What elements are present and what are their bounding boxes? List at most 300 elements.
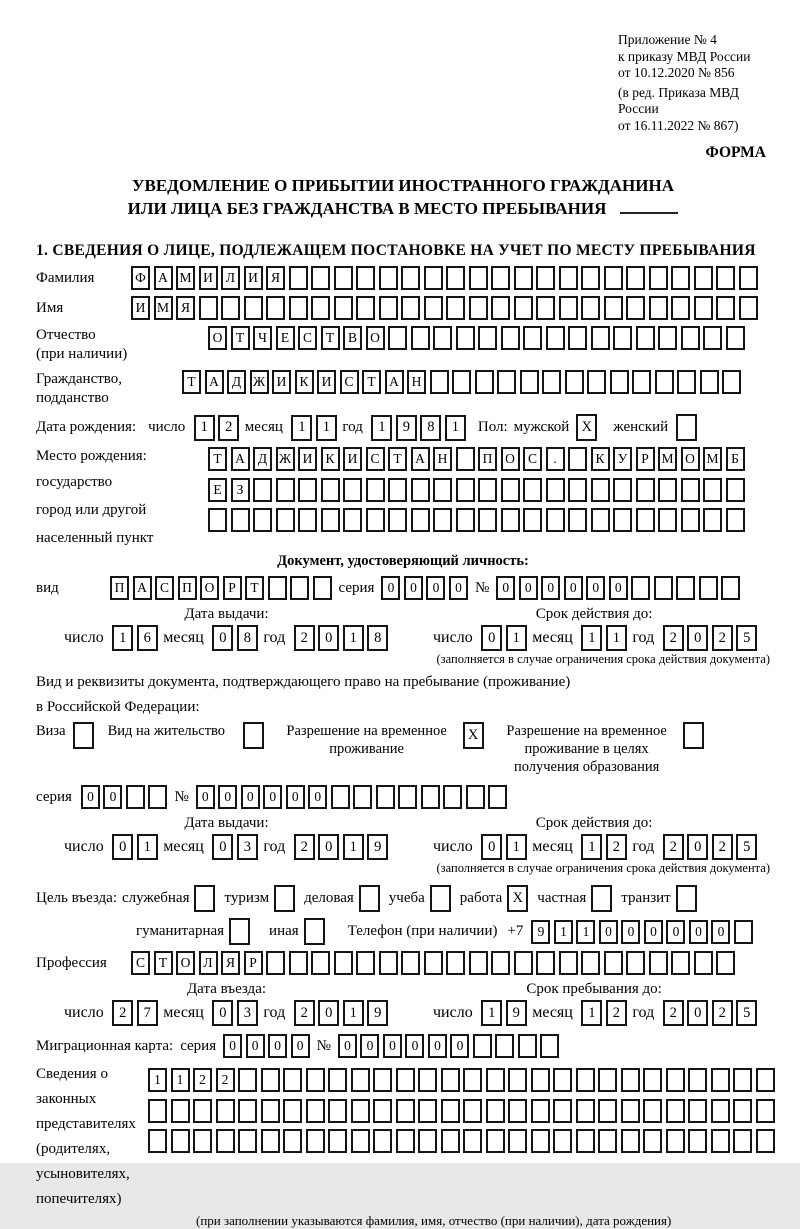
char-cell[interactable] [193, 1129, 212, 1153]
char-cell[interactable]: Д [253, 447, 272, 471]
date-cell[interactable]: 9 [396, 415, 417, 441]
char-cell[interactable] [726, 508, 745, 532]
date-cell[interactable]: 0 [318, 1000, 339, 1026]
char-cell[interactable] [446, 266, 465, 290]
char-cell[interactable] [456, 478, 475, 502]
char-cell[interactable]: М [658, 447, 677, 471]
char-cell[interactable] [739, 266, 758, 290]
purpose-tourism-checkbox[interactable] [274, 885, 295, 912]
char-cell[interactable]: 0 [586, 576, 605, 600]
char-cell[interactable] [632, 370, 651, 394]
char-cell[interactable] [531, 1099, 550, 1123]
char-cell[interactable] [726, 478, 745, 502]
char-cell[interactable]: 0 [381, 576, 400, 600]
char-cell[interactable] [231, 508, 250, 532]
char-cell[interactable]: Л [199, 951, 218, 975]
char-cell[interactable] [733, 1129, 752, 1153]
char-cell[interactable] [469, 296, 488, 320]
char-cell[interactable] [276, 478, 295, 502]
char-cell[interactable] [700, 370, 719, 394]
char-cell[interactable] [456, 508, 475, 532]
char-cell[interactable] [626, 266, 645, 290]
char-cell[interactable] [581, 951, 600, 975]
date-cell[interactable]: 8 [237, 625, 258, 651]
char-cell[interactable]: . [546, 447, 565, 471]
char-cell[interactable]: О [200, 576, 219, 600]
char-cell[interactable] [703, 326, 722, 350]
char-cell[interactable] [373, 1068, 392, 1092]
char-cell[interactable] [756, 1068, 775, 1092]
char-cell[interactable] [486, 1129, 505, 1153]
char-cell[interactable]: 0 [223, 1034, 242, 1058]
char-cell[interactable]: 0 [644, 920, 663, 944]
char-cell[interactable] [536, 266, 555, 290]
char-cell[interactable]: 0 [404, 576, 423, 600]
char-cell[interactable] [703, 478, 722, 502]
residence-permit-checkbox[interactable] [243, 722, 264, 749]
char-cell[interactable] [501, 508, 520, 532]
char-cell[interactable]: А [411, 447, 430, 471]
char-cell[interactable] [298, 478, 317, 502]
char-cell[interactable] [388, 508, 407, 532]
char-cell[interactable]: В [343, 326, 362, 350]
char-cell[interactable] [401, 296, 420, 320]
char-cell[interactable] [148, 1099, 167, 1123]
char-cell[interactable]: 1 [148, 1068, 167, 1092]
char-cell[interactable] [591, 508, 610, 532]
purpose-humanitarian-checkbox[interactable] [229, 918, 250, 945]
char-cell[interactable]: У [613, 447, 632, 471]
char-cell[interactable] [716, 266, 735, 290]
char-cell[interactable] [649, 296, 668, 320]
char-cell[interactable] [266, 951, 285, 975]
char-cell[interactable] [238, 1099, 257, 1123]
char-cell[interactable] [411, 478, 430, 502]
date-cell[interactable]: 1 [481, 1000, 502, 1026]
char-cell[interactable] [478, 326, 497, 350]
char-cell[interactable] [491, 951, 510, 975]
char-cell[interactable]: О [501, 447, 520, 471]
date-cell[interactable]: 1 [137, 834, 158, 860]
date-cell[interactable]: 5 [736, 834, 757, 860]
char-cell[interactable]: М [154, 296, 173, 320]
char-cell[interactable] [694, 266, 713, 290]
char-cell[interactable]: С [155, 576, 174, 600]
char-cell[interactable] [379, 296, 398, 320]
char-cell[interactable]: 0 [308, 785, 327, 809]
char-cell[interactable] [643, 1129, 662, 1153]
char-cell[interactable] [716, 951, 735, 975]
char-cell[interactable] [721, 576, 740, 600]
date-cell[interactable]: 2 [712, 834, 733, 860]
date-cell[interactable]: 0 [212, 834, 233, 860]
char-cell[interactable] [328, 1068, 347, 1092]
date-cell[interactable]: 3 [237, 1000, 258, 1026]
sex-male-checkbox[interactable]: X [576, 414, 597, 441]
char-cell[interactable]: А [154, 266, 173, 290]
char-cell[interactable]: И [131, 296, 150, 320]
char-cell[interactable] [542, 370, 561, 394]
char-cell[interactable]: А [385, 370, 404, 394]
purpose-work-checkbox[interactable]: X [507, 885, 528, 912]
char-cell[interactable] [475, 370, 494, 394]
char-cell[interactable]: О [208, 326, 227, 350]
char-cell[interactable] [553, 1099, 572, 1123]
char-cell[interactable]: Т [231, 326, 250, 350]
char-cell[interactable] [289, 296, 308, 320]
date-cell[interactable]: 1 [112, 625, 133, 651]
char-cell[interactable] [283, 1129, 302, 1153]
char-cell[interactable] [244, 296, 263, 320]
char-cell[interactable] [681, 508, 700, 532]
char-cell[interactable] [469, 266, 488, 290]
char-cell[interactable] [598, 1068, 617, 1092]
date-cell[interactable]: 0 [687, 834, 708, 860]
char-cell[interactable] [636, 508, 655, 532]
char-cell[interactable]: И [317, 370, 336, 394]
char-cell[interactable] [559, 266, 578, 290]
char-cell[interactable] [343, 478, 362, 502]
char-cell[interactable]: 0 [599, 920, 618, 944]
char-cell[interactable] [418, 1068, 437, 1092]
char-cell[interactable]: 0 [711, 920, 730, 944]
char-cell[interactable] [491, 266, 510, 290]
char-cell[interactable] [289, 266, 308, 290]
date-cell[interactable]: 2 [294, 1000, 315, 1026]
date-cell[interactable]: 2 [663, 625, 684, 651]
char-cell[interactable] [626, 296, 645, 320]
temp-residence-checkbox[interactable]: X [463, 722, 484, 749]
date-cell[interactable]: 6 [137, 625, 158, 651]
date-cell[interactable]: 1 [581, 834, 602, 860]
char-cell[interactable] [469, 951, 488, 975]
date-cell[interactable]: 5 [736, 625, 757, 651]
date-cell[interactable]: 3 [237, 834, 258, 860]
char-cell[interactable] [497, 370, 516, 394]
char-cell[interactable] [306, 1068, 325, 1092]
char-cell[interactable] [568, 447, 587, 471]
char-cell[interactable] [401, 951, 420, 975]
char-cell[interactable]: 0 [428, 1034, 447, 1058]
char-cell[interactable] [351, 1099, 370, 1123]
char-cell[interactable] [298, 508, 317, 532]
char-cell[interactable]: 0 [196, 785, 215, 809]
char-cell[interactable]: Т [208, 447, 227, 471]
char-cell[interactable] [418, 1129, 437, 1153]
char-cell[interactable]: 1 [576, 920, 595, 944]
char-cell[interactable]: 0 [621, 920, 640, 944]
char-cell[interactable] [356, 296, 375, 320]
char-cell[interactable] [268, 576, 287, 600]
date-cell[interactable]: 1 [343, 834, 364, 860]
char-cell[interactable] [671, 951, 690, 975]
char-cell[interactable] [266, 296, 285, 320]
char-cell[interactable] [671, 266, 690, 290]
char-cell[interactable]: 0 [609, 576, 628, 600]
char-cell[interactable]: К [295, 370, 314, 394]
char-cell[interactable] [520, 370, 539, 394]
char-cell[interactable] [171, 1099, 190, 1123]
char-cell[interactable] [452, 370, 471, 394]
char-cell[interactable] [424, 296, 443, 320]
char-cell[interactable]: О [366, 326, 385, 350]
date-cell[interactable]: 1 [316, 415, 337, 441]
date-cell[interactable]: 0 [687, 1000, 708, 1026]
char-cell[interactable] [694, 296, 713, 320]
char-cell[interactable]: Л [221, 266, 240, 290]
char-cell[interactable] [433, 326, 452, 350]
char-cell[interactable]: 0 [666, 920, 685, 944]
char-cell[interactable] [677, 370, 696, 394]
char-cell[interactable]: Т [388, 447, 407, 471]
char-cell[interactable] [424, 266, 443, 290]
char-cell[interactable]: Е [208, 478, 227, 502]
char-cell[interactable] [666, 1099, 685, 1123]
char-cell[interactable] [654, 576, 673, 600]
char-cell[interactable] [424, 951, 443, 975]
char-cell[interactable] [711, 1129, 730, 1153]
char-cell[interactable] [643, 1068, 662, 1092]
char-cell[interactable]: Т [245, 576, 264, 600]
char-cell[interactable] [306, 1099, 325, 1123]
char-cell[interactable] [321, 508, 340, 532]
date-cell[interactable]: 1 [445, 415, 466, 441]
char-cell[interactable]: П [110, 576, 129, 600]
char-cell[interactable]: А [133, 576, 152, 600]
char-cell[interactable] [523, 326, 542, 350]
date-cell[interactable]: 9 [367, 834, 388, 860]
char-cell[interactable] [283, 1099, 302, 1123]
date-cell[interactable]: 0 [112, 834, 133, 860]
char-cell[interactable] [734, 920, 753, 944]
char-cell[interactable] [398, 785, 417, 809]
char-cell[interactable]: М [176, 266, 195, 290]
char-cell[interactable] [208, 508, 227, 532]
char-cell[interactable] [514, 266, 533, 290]
date-cell[interactable]: 1 [581, 625, 602, 651]
char-cell[interactable] [688, 1099, 707, 1123]
char-cell[interactable] [613, 508, 632, 532]
char-cell[interactable] [356, 266, 375, 290]
char-cell[interactable]: 0 [450, 1034, 469, 1058]
char-cell[interactable] [253, 478, 272, 502]
char-cell[interactable] [396, 1099, 415, 1123]
char-cell[interactable] [655, 370, 674, 394]
char-cell[interactable] [531, 1068, 550, 1092]
char-cell[interactable] [433, 508, 452, 532]
char-cell[interactable]: 1 [554, 920, 573, 944]
char-cell[interactable]: 0 [360, 1034, 379, 1058]
char-cell[interactable]: Н [407, 370, 426, 394]
char-cell[interactable] [508, 1068, 527, 1092]
purpose-official-checkbox[interactable] [194, 885, 215, 912]
visa-checkbox[interactable] [73, 722, 94, 749]
date-cell[interactable]: 0 [318, 834, 339, 860]
char-cell[interactable] [621, 1068, 640, 1092]
char-cell[interactable]: О [176, 951, 195, 975]
char-cell[interactable] [523, 508, 542, 532]
date-cell[interactable]: 2 [712, 1000, 733, 1026]
char-cell[interactable] [311, 951, 330, 975]
char-cell[interactable] [486, 1068, 505, 1092]
char-cell[interactable] [711, 1099, 730, 1123]
date-cell[interactable]: 2 [712, 625, 733, 651]
date-cell[interactable]: 0 [687, 625, 708, 651]
char-cell[interactable]: 0 [449, 576, 468, 600]
char-cell[interactable]: И [298, 447, 317, 471]
char-cell[interactable] [193, 1099, 212, 1123]
char-cell[interactable] [446, 296, 465, 320]
char-cell[interactable] [636, 326, 655, 350]
char-cell[interactable] [366, 478, 385, 502]
date-cell[interactable]: 2 [294, 625, 315, 651]
date-cell[interactable]: 1 [291, 415, 312, 441]
char-cell[interactable] [501, 326, 520, 350]
char-cell[interactable] [456, 447, 475, 471]
char-cell[interactable]: Т [154, 951, 173, 975]
char-cell[interactable] [591, 326, 610, 350]
char-cell[interactable] [649, 266, 668, 290]
char-cell[interactable]: 0 [496, 576, 515, 600]
char-cell[interactable] [722, 370, 741, 394]
char-cell[interactable]: Б [726, 447, 745, 471]
char-cell[interactable] [523, 478, 542, 502]
char-cell[interactable]: 0 [426, 576, 445, 600]
char-cell[interactable] [238, 1068, 257, 1092]
char-cell[interactable] [536, 296, 555, 320]
char-cell[interactable] [576, 1129, 595, 1153]
char-cell[interactable]: 0 [564, 576, 583, 600]
date-cell[interactable]: 2 [294, 834, 315, 860]
char-cell[interactable]: Р [636, 447, 655, 471]
date-cell[interactable]: 2 [218, 415, 239, 441]
char-cell[interactable]: Ж [250, 370, 269, 394]
char-cell[interactable] [388, 478, 407, 502]
char-cell[interactable] [733, 1099, 752, 1123]
char-cell[interactable] [313, 576, 332, 600]
char-cell[interactable] [613, 478, 632, 502]
char-cell[interactable] [334, 296, 353, 320]
char-cell[interactable]: 0 [689, 920, 708, 944]
char-cell[interactable] [373, 1099, 392, 1123]
char-cell[interactable] [238, 1129, 257, 1153]
char-cell[interactable] [643, 1099, 662, 1123]
char-cell[interactable] [311, 296, 330, 320]
char-cell[interactable] [666, 1068, 685, 1092]
char-cell[interactable] [216, 1129, 235, 1153]
char-cell[interactable] [430, 370, 449, 394]
char-cell[interactable] [621, 1129, 640, 1153]
char-cell[interactable] [433, 478, 452, 502]
date-cell[interactable]: 1 [606, 625, 627, 651]
char-cell[interactable] [540, 1034, 559, 1058]
char-cell[interactable]: 0 [263, 785, 282, 809]
char-cell[interactable] [331, 785, 350, 809]
date-cell[interactable]: 2 [112, 1000, 133, 1026]
date-cell[interactable]: 1 [371, 415, 392, 441]
char-cell[interactable] [491, 296, 510, 320]
char-cell[interactable] [568, 478, 587, 502]
char-cell[interactable] [559, 296, 578, 320]
char-cell[interactable] [463, 1129, 482, 1153]
char-cell[interactable] [610, 370, 629, 394]
char-cell[interactable]: 0 [338, 1034, 357, 1058]
char-cell[interactable] [356, 951, 375, 975]
char-cell[interactable] [546, 478, 565, 502]
char-cell[interactable] [289, 951, 308, 975]
char-cell[interactable] [216, 1099, 235, 1123]
char-cell[interactable] [688, 1068, 707, 1092]
char-cell[interactable] [463, 1099, 482, 1123]
date-cell[interactable]: 7 [137, 1000, 158, 1026]
char-cell[interactable]: Ж [276, 447, 295, 471]
char-cell[interactable] [626, 951, 645, 975]
char-cell[interactable] [148, 1129, 167, 1153]
char-cell[interactable]: 0 [103, 785, 122, 809]
char-cell[interactable] [604, 266, 623, 290]
char-cell[interactable] [604, 951, 623, 975]
char-cell[interactable]: Р [223, 576, 242, 600]
char-cell[interactable]: 0 [519, 576, 538, 600]
char-cell[interactable] [671, 296, 690, 320]
char-cell[interactable] [478, 478, 497, 502]
char-cell[interactable] [649, 951, 668, 975]
char-cell[interactable]: Р [244, 951, 263, 975]
char-cell[interactable] [366, 508, 385, 532]
date-cell[interactable]: 2 [663, 834, 684, 860]
char-cell[interactable] [441, 1099, 460, 1123]
date-cell[interactable]: 9 [367, 1000, 388, 1026]
char-cell[interactable] [636, 478, 655, 502]
char-cell[interactable] [283, 1068, 302, 1092]
char-cell[interactable] [276, 508, 295, 532]
char-cell[interactable] [261, 1099, 280, 1123]
char-cell[interactable] [546, 326, 565, 350]
char-cell[interactable] [688, 1129, 707, 1153]
char-cell[interactable] [261, 1129, 280, 1153]
date-cell[interactable]: 9 [506, 1000, 527, 1026]
char-cell[interactable] [604, 296, 623, 320]
char-cell[interactable] [351, 1068, 370, 1092]
char-cell[interactable]: О [681, 447, 700, 471]
char-cell[interactable] [495, 1034, 514, 1058]
char-cell[interactable]: Ф [131, 266, 150, 290]
char-cell[interactable] [351, 1129, 370, 1153]
char-cell[interactable] [418, 1099, 437, 1123]
char-cell[interactable] [290, 576, 309, 600]
char-cell[interactable] [711, 1068, 730, 1092]
date-cell[interactable]: 1 [581, 1000, 602, 1026]
char-cell[interactable]: С [340, 370, 359, 394]
char-cell[interactable] [598, 1129, 617, 1153]
char-cell[interactable]: 0 [268, 1034, 287, 1058]
date-cell[interactable]: 2 [663, 1000, 684, 1026]
char-cell[interactable] [411, 508, 430, 532]
char-cell[interactable] [501, 478, 520, 502]
char-cell[interactable] [565, 370, 584, 394]
char-cell[interactable] [621, 1099, 640, 1123]
char-cell[interactable] [446, 951, 465, 975]
char-cell[interactable] [466, 785, 485, 809]
char-cell[interactable]: А [231, 447, 250, 471]
date-cell[interactable]: 5 [736, 1000, 757, 1026]
char-cell[interactable] [508, 1099, 527, 1123]
char-cell[interactable] [518, 1034, 537, 1058]
char-cell[interactable]: И [272, 370, 291, 394]
char-cell[interactable] [379, 951, 398, 975]
char-cell[interactable] [421, 785, 440, 809]
char-cell[interactable] [576, 1099, 595, 1123]
